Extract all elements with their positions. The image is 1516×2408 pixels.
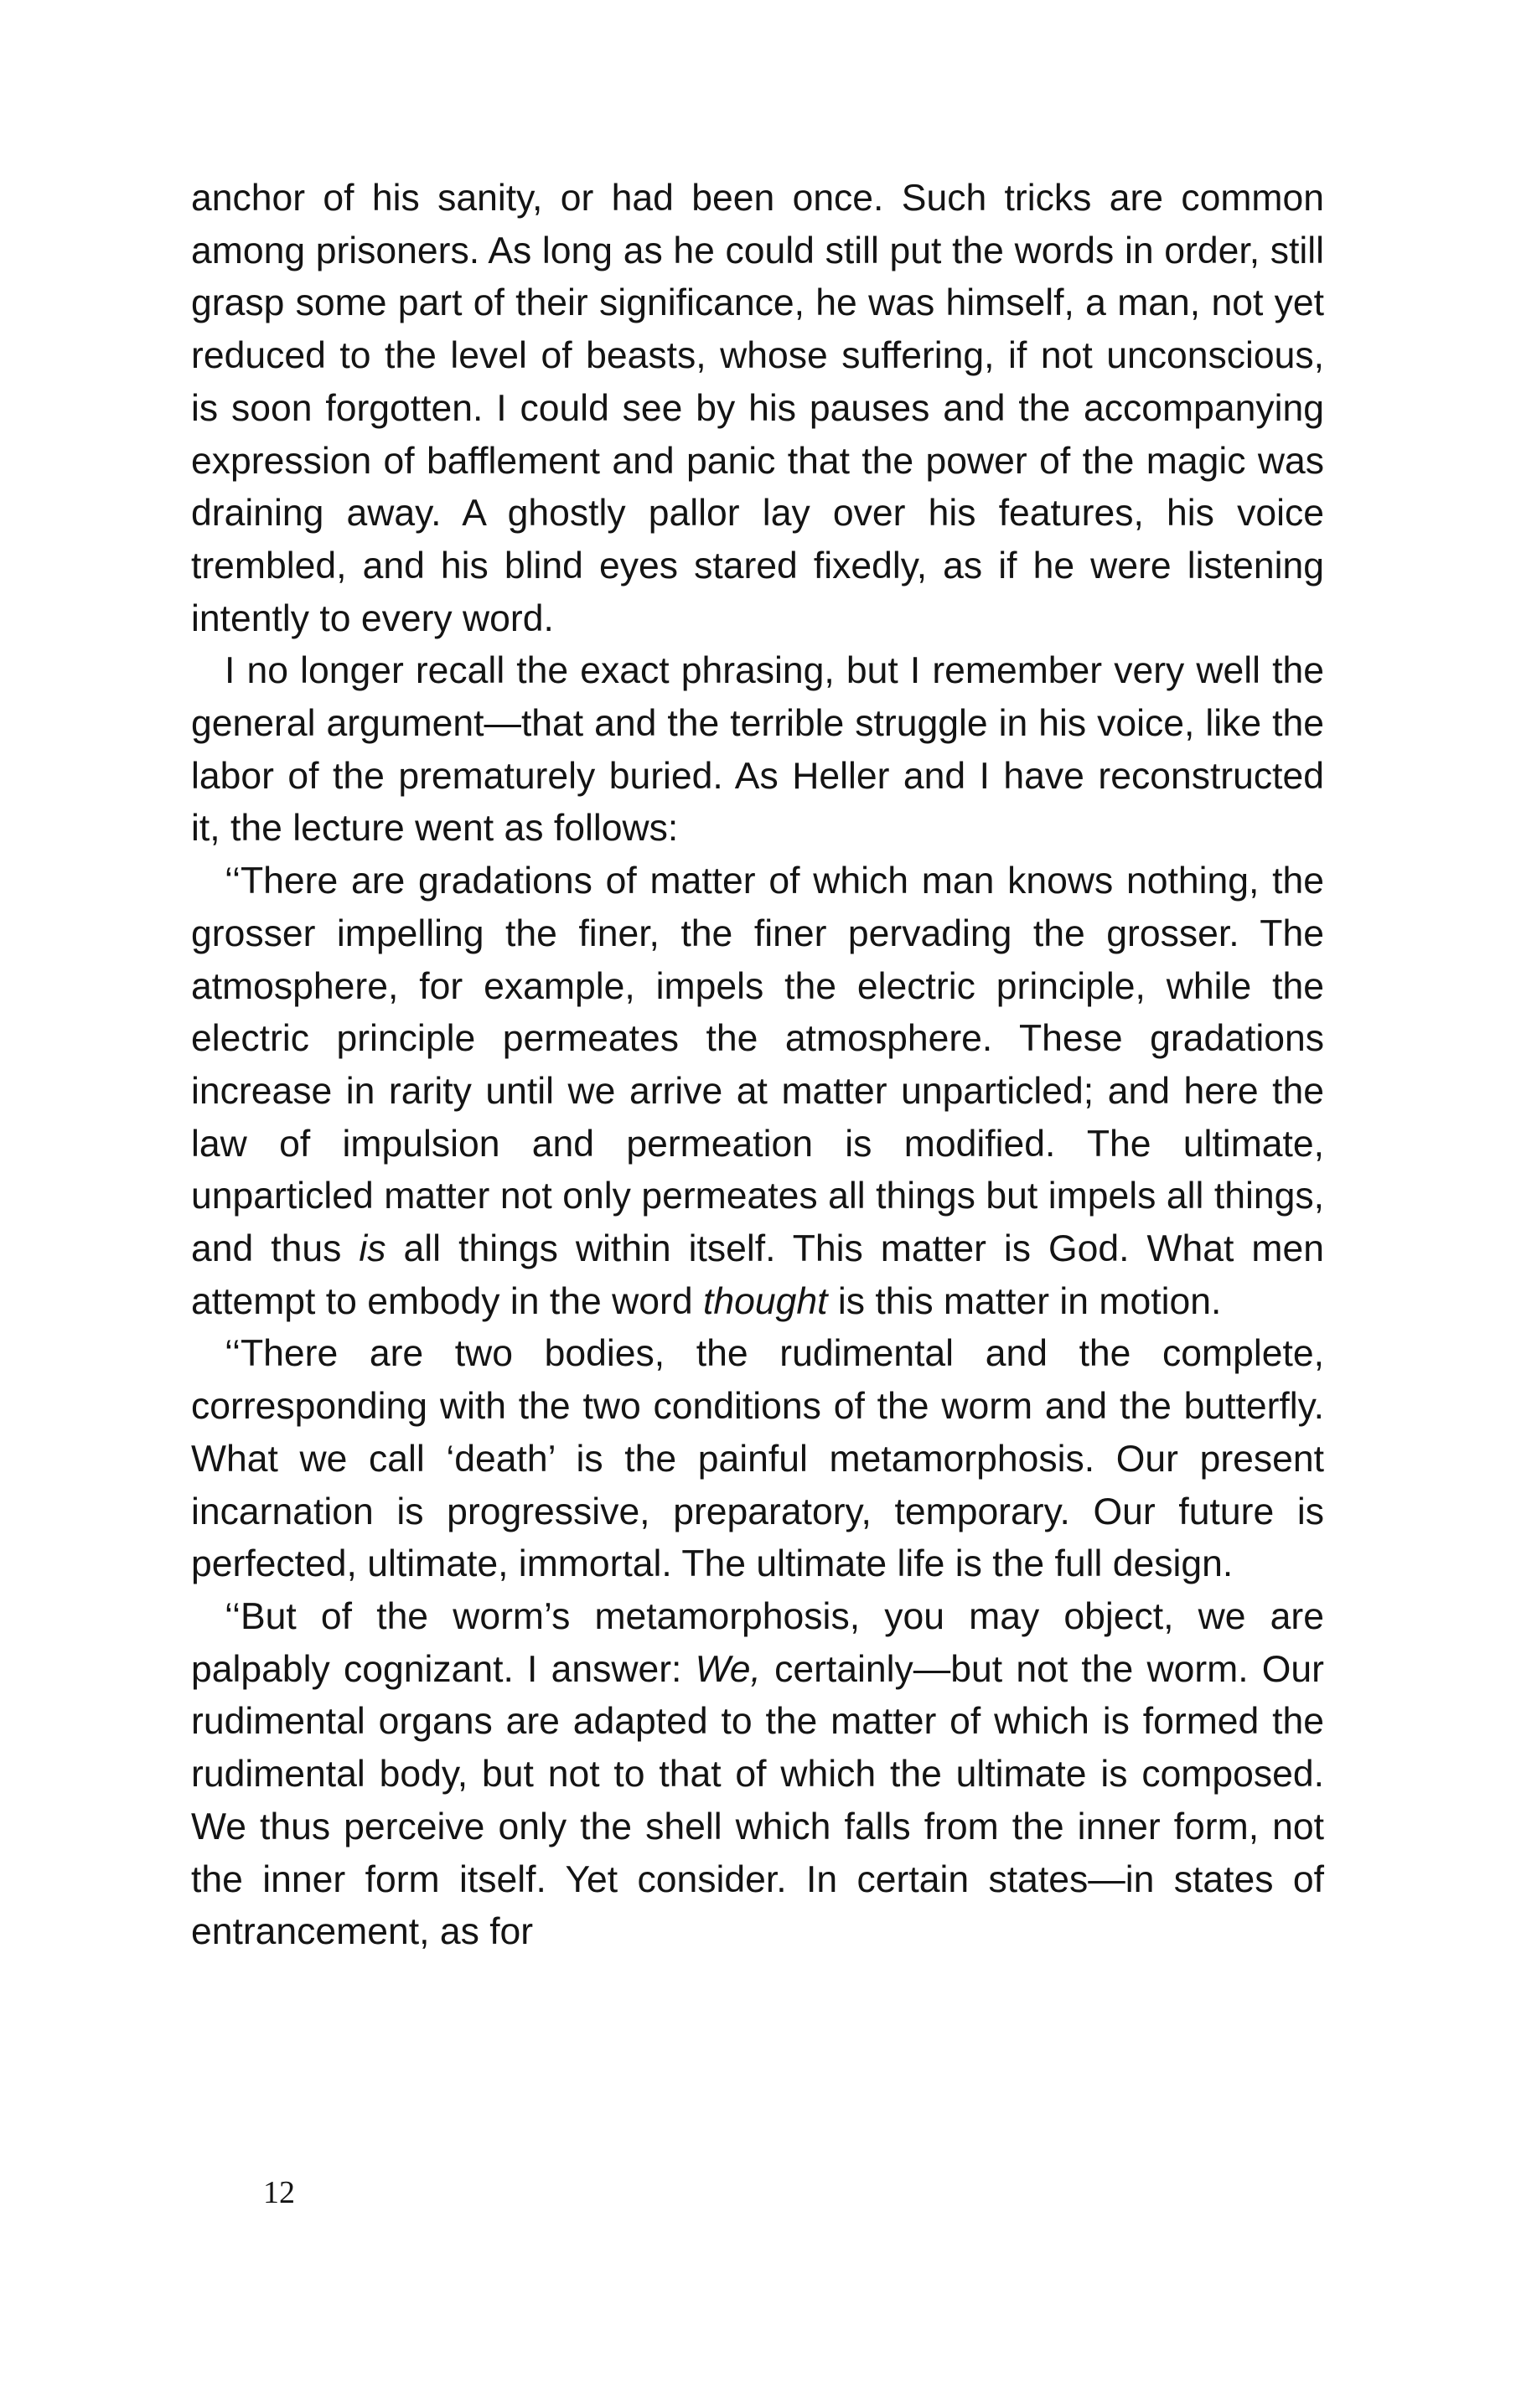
paragraph <box>191 1328 1324 1591</box>
emphasis-text: We, <box>695 1648 761 1690</box>
paragraph-text: is this matter in motion. <box>827 1280 1222 1322</box>
paragraph <box>191 855 1324 1328</box>
paragraph-text: I no longer recall the exact phrasing, but I remember very well the general argument—that and the terrible struggle in his voice, like the labor of the prematurely buried. As Heller and I have reconstructed it, the lecture went as follows: <box>191 650 1324 850</box>
paragraph-text: certainly—but not the worm. Our rudimental organs are adapted to the matter of which is formed the rudimental body, but not to that of which the ultimate is composed. We thus perceive only the shell which falls from the inner form, not the inner form itself. Yet consider. In certain states—in states of entrancement, as for <box>191 1648 1324 1953</box>
paragraph-text: all things within itself. This matter is God. What men attempt to embody in the word <box>191 1228 1324 1322</box>
page-number: 12 <box>263 2175 295 2210</box>
paragraph <box>191 1591 1324 1959</box>
paragraph <box>191 173 1324 645</box>
paragraph <box>191 645 1324 855</box>
paragraph-text: ‘‘There are gradations of matter of which man knows nothing, the grosser impelling the finer, the finer pervading the grosser. The atmosphere, for example, impels the electric principle, while the electric principle permeates the atmosphere. These gradations increase in rarity until we arrive at matter unparticled; and here the law of impulsion and permeation is modified. The ultimate, unparticled matter not only permeates all things but impels all things, and thus <box>191 860 1324 1270</box>
paragraph-text: ‘‘But of the worm’s metamorphosis, you may object, we are palpably cognizant. I answer: <box>191 1595 1324 1690</box>
paragraph-text: ‘‘There are two bodies, the rudimental and the complete, corresponding with the two conditions of the worm and the butterfly. What we call ‘death’ is the painful metamorphosis. Our present incarnation is progressive, preparatory, temporary. Our future is perfected, ultimate, immortal. The ultimate life is the full design. <box>191 1333 1324 1585</box>
body-text <box>191 173 1324 1959</box>
emphasis-text: thought <box>702 1280 828 1322</box>
paragraph-text: anchor of his sanity, or had been once. Such tricks are common among prisoners. As long as he could still put the words in order, still grasp some part of their significance, he was himself, a man, not yet reduced to the level of beasts, whose suffering, if not unconscious, is soon forgotten. I could see by his pauses and the accompanying expression of bafflement and panic that the power of the magic was draining away. A ghostly pallor lay over his features, his voice trembled, and his blind eyes stared fixedly, as if he were listening intently to every word. <box>191 178 1324 639</box>
emphasis-text: is <box>359 1228 386 1270</box>
